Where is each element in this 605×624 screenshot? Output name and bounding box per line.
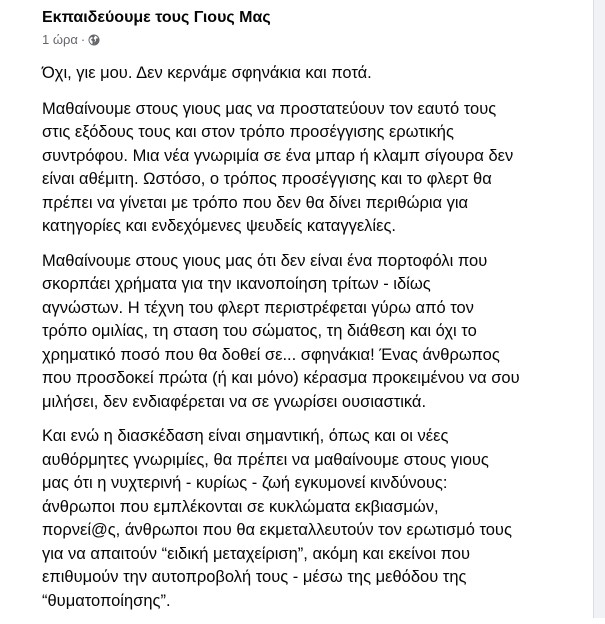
post-timestamp[interactable]: 1 ώρα — [42, 32, 78, 47]
post-paragraph: Και ενώ η διασκέδαση είναι σημαντική, όπως και οι νέες αυθόρμητες γνωριμίες, θα πρέπει να μαθαίνουμε στους γιους μας ότι η νυχτερινή - κυρίως - ζωή εγκυμονεί κινδύνους: άνθρωποι που εμπλέκονται σε κυκλώματα εκβιασμών, πορνεί@ς, άνθρωποι που θα εκμεταλλευτούν τον ερωτισμό τους για να απαιτούν “ειδική μεταχείριση”, ακόμη και εκείνοι που επιθυμούν την αυτοπροβολή τους - μέσω της μεθόδου της “θυματοποίησης”. — [42, 427, 512, 610]
meta-separator: · — [80, 32, 86, 47]
post-author-name[interactable]: Εκπαιδεύουμε τους Γιους Μας — [42, 9, 271, 26]
post — [42, 8, 587, 624]
post-body — [42, 62, 587, 613]
globe-icon[interactable] — [88, 34, 100, 46]
post-paragraph: Όχι, γιε μου. Δεν κερνάμε σφηνάκια και ποτά. — [42, 64, 372, 82]
post-paragraph: Μαθαίνουμε στους γιους μας να προστατεύουν τον εαυτό τους στις εξόδους τους και στον τρόπο προσέγγισης ερωτικής συντρόφου. Μια νέα γνωριμία σε ένα μπαρ ή κλαμπ σίγουρα δεν είναι αθέμιτη. Ωστόσο, ο τρόπος προσέγγισης και το φλερτ θα πρέπει να γίνεται με τρόπο που δεν θα δίνει περιθώρια για κατηγορίες και ενδεχόμενες ψευδείς καταγγελίες. — [42, 99, 514, 235]
scrollbar-track[interactable] — [593, 0, 605, 618]
post-meta — [42, 32, 587, 48]
post-paragraph: Μαθαίνουμε στους γιους μας ότι δεν είναι ένα πορτοφόλι που σκορπάει χρήματα για την ικανοποίηση τρίτων - ιδίως αγνώστων. Η τέχνη του φλερτ περιστρέφεται γύρω από τον τρόπο ομιλίας, τη σταση του σώματος, τη διάθεση και όχι το χρηματικό ποσό που θα δοθεί σε... σφηνάκια! Ένας άνθρωπος που προσδοκεί πρώτα (ή και μόνο) κέρασμα προκειμένου να σου μιλήσει, δεν ενδιαφέρεται να σε γνωρίσει ουσιαστικά. — [42, 251, 520, 411]
